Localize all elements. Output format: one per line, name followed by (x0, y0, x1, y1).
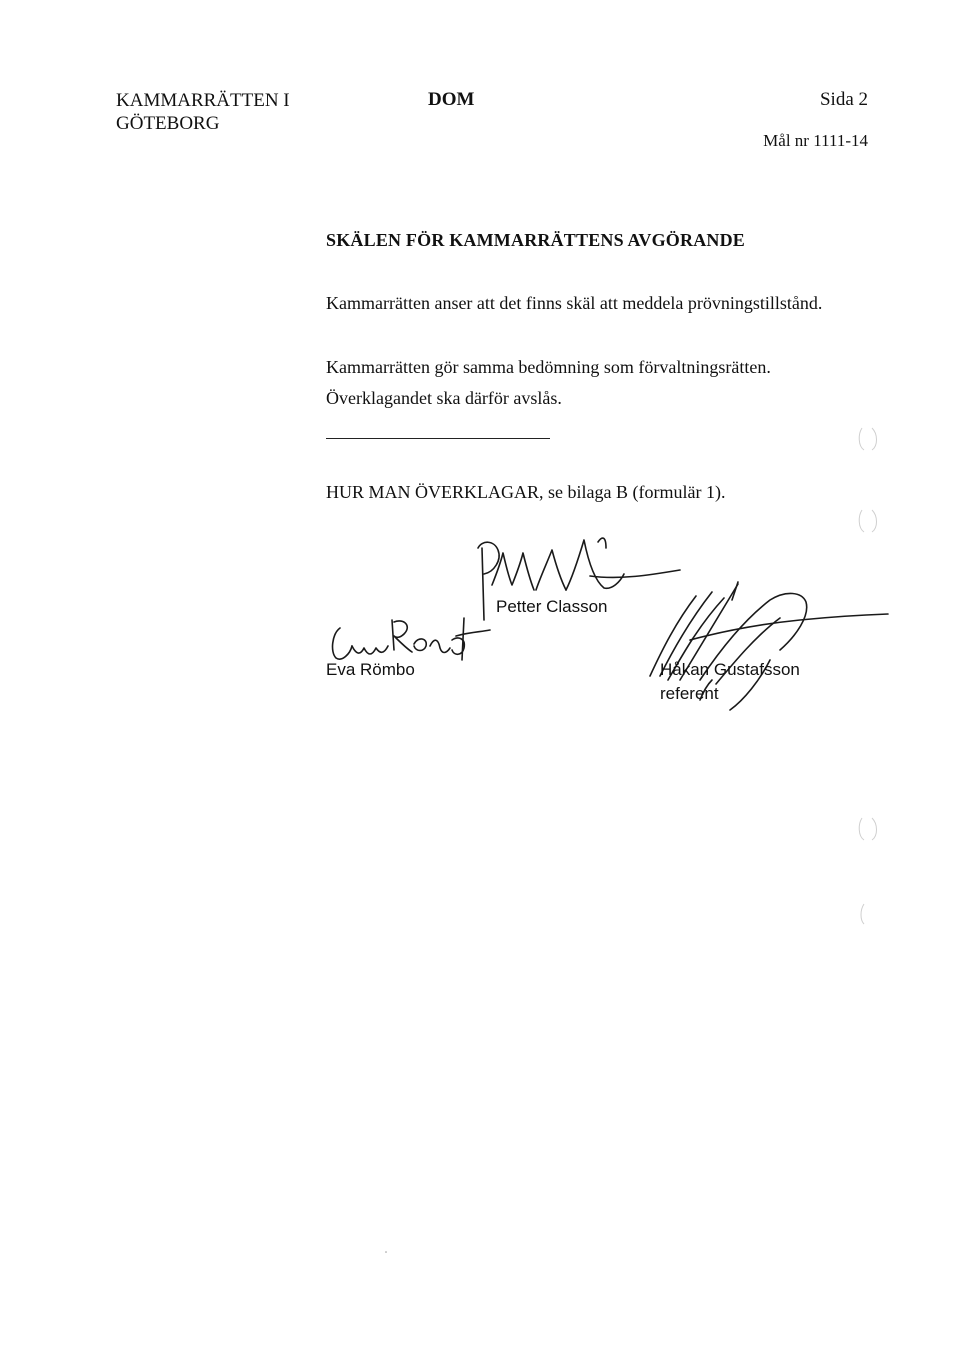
section-heading: SKÄLEN FÖR KAMMARRÄTTENS AVGÖRANDE (326, 230, 746, 250)
court-name-line2: GÖTEBORG (116, 113, 220, 134)
page-number: Sida 2 (819, 89, 868, 110)
signer-name-petter-classon: Petter Classon (496, 597, 608, 616)
scan-speck (385, 1251, 387, 1253)
punch-mark (859, 428, 864, 450)
signer-name-eva-rombo: Eva Römbo (326, 660, 415, 679)
punch-mark (861, 904, 864, 924)
appeal-instructions: HUR MAN ÖVERKLAGAR, se bilaga B (formulär 1). (326, 482, 726, 502)
punch-mark (872, 510, 877, 532)
paragraph-assessment-line1: Kammarrätten gör samma bedömning som förvaltningsrätten. (326, 357, 771, 377)
punch-mark (872, 818, 877, 840)
signer-role-referent: referent (660, 684, 719, 703)
signer-name-hakan-gustafsson: Håkan Gustafsson (660, 660, 800, 679)
case-number: Mål nr 1111-14 (763, 131, 868, 150)
paragraph-permission: Kammarrätten anser att det finns skäl att meddela prövningstillstånd. (326, 293, 823, 313)
punch-mark (859, 818, 864, 840)
paragraph-assessment-line2: Överklagandet ska därför avslås. (326, 388, 562, 408)
court-name-line1: KAMMARRÄTTEN I (116, 90, 290, 111)
punch-mark (859, 510, 864, 532)
document-type: DOM (428, 89, 475, 110)
punch-mark (872, 428, 877, 450)
